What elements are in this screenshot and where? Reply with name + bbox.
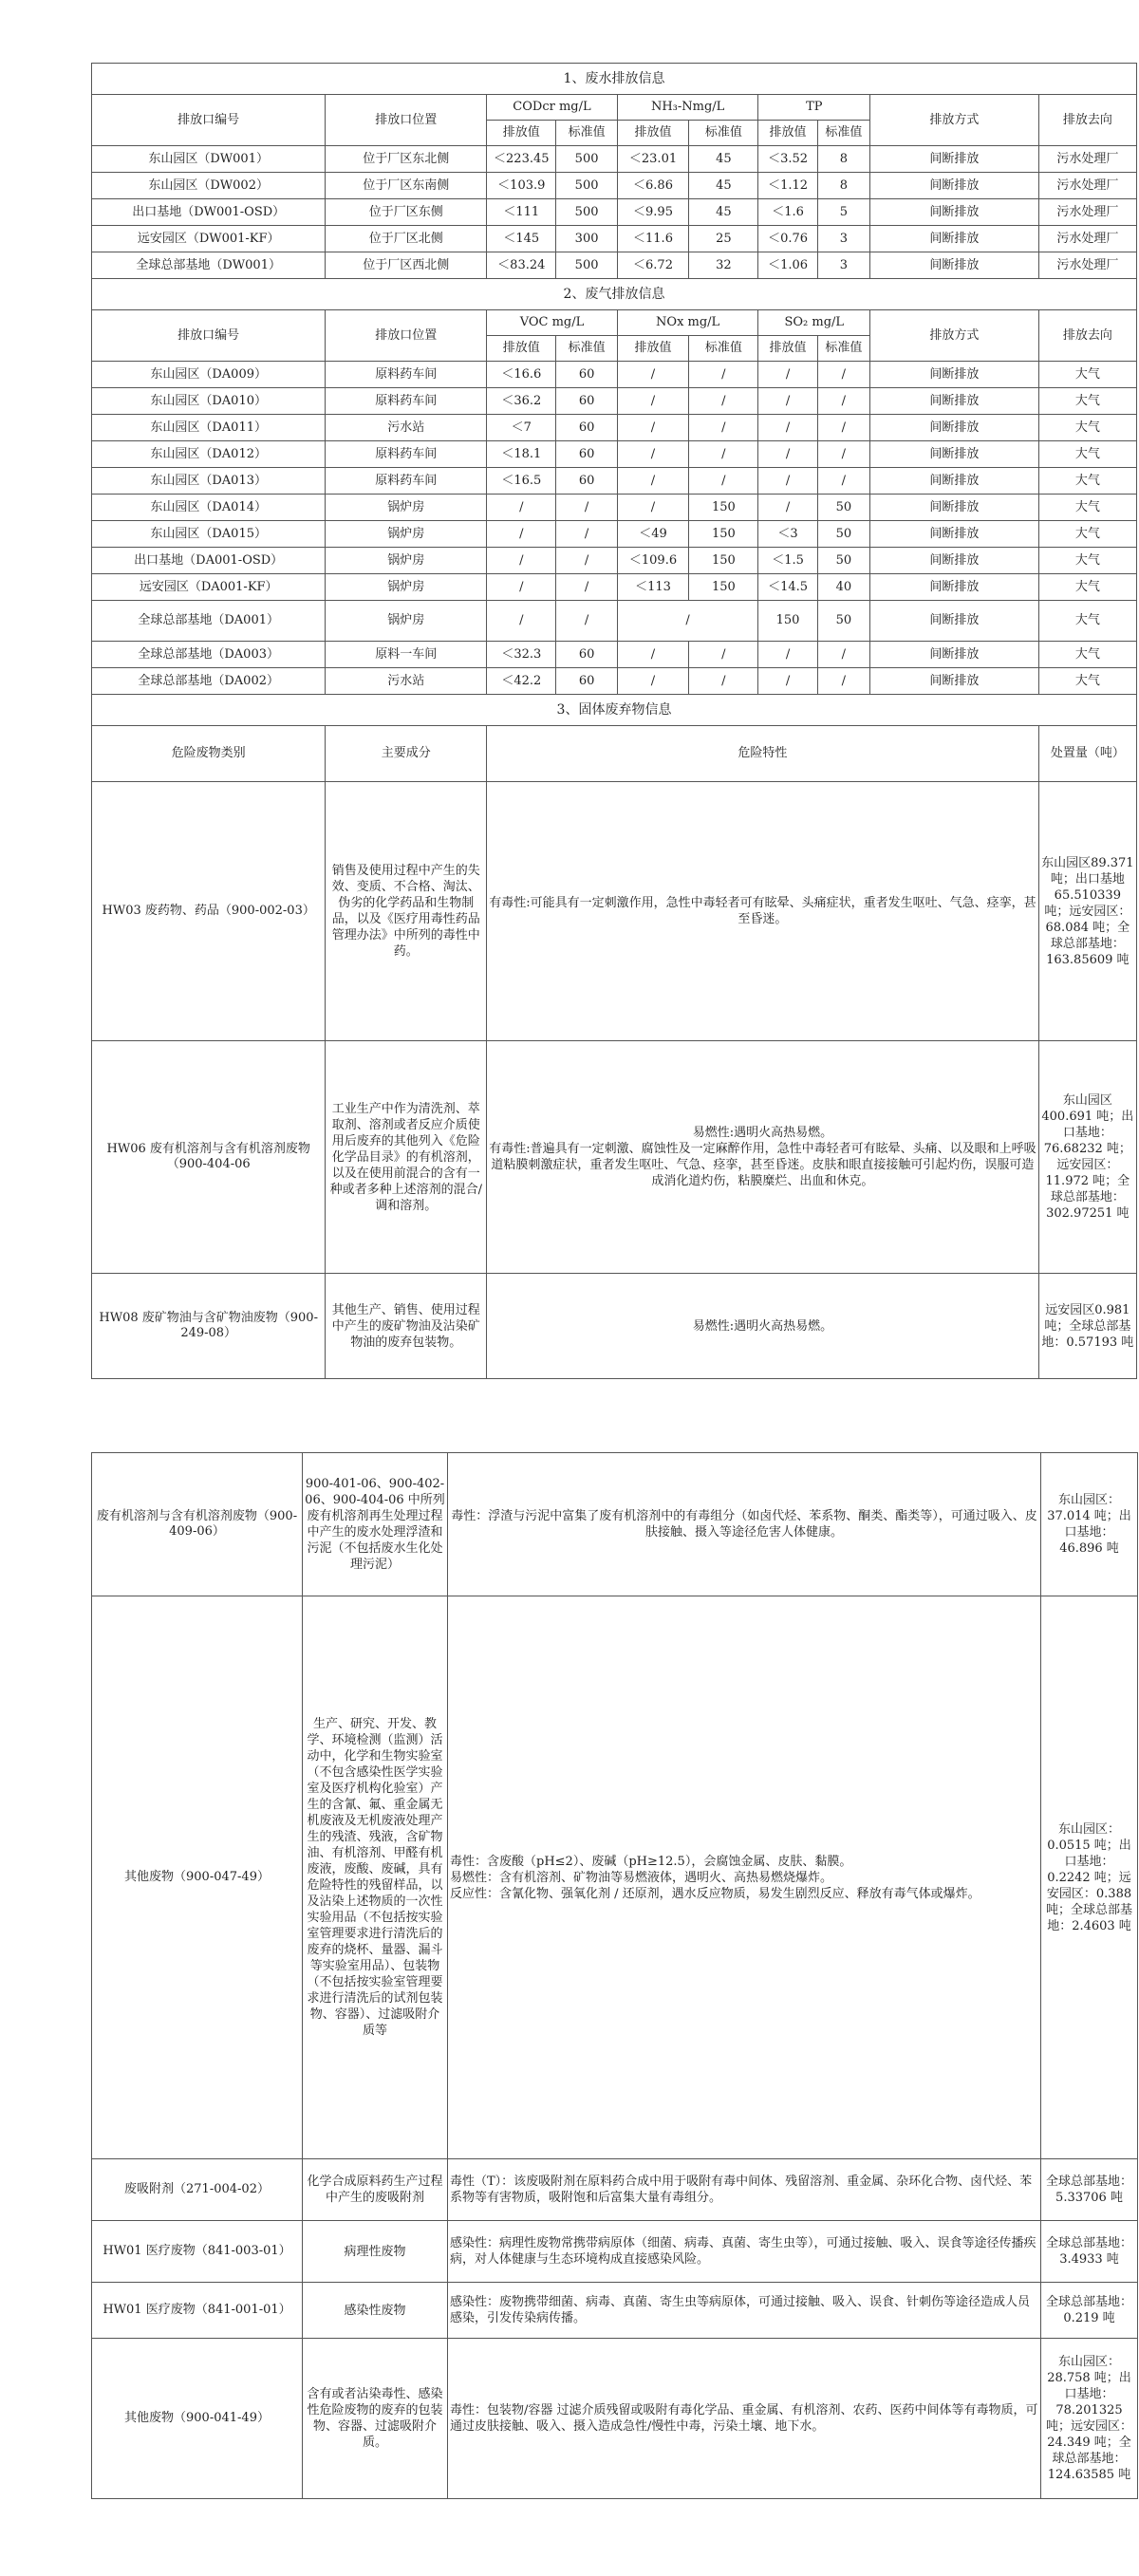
method: 间断排放	[870, 521, 1039, 548]
outlet-loc: 位于厂区东北侧	[326, 146, 487, 173]
tp-std: 3	[817, 252, 869, 279]
outlet-loc: 原料药车间	[326, 388, 487, 415]
so2-std: 50	[817, 601, 869, 642]
outlet-no: 全球总部基地（DA002）	[92, 668, 326, 695]
ww-subheader-std: 标准值	[689, 121, 758, 146]
voc-value: /	[487, 601, 556, 642]
so2-value: /	[758, 388, 817, 415]
solidwaste-section-title: 3、固体废弃物信息	[92, 695, 1137, 726]
so2-std: /	[817, 362, 869, 388]
table-row	[92, 252, 1137, 279]
outlet-no: 远安园区（DW001-KF）	[92, 226, 326, 252]
dest: 污水处理厂	[1038, 226, 1136, 252]
voc-value: ＜18.1	[487, 441, 556, 468]
wg-header-nox: NOx mg/L	[617, 310, 758, 336]
nox-value: /	[617, 642, 688, 668]
outlet-no: 出口基地（DW001-OSD）	[92, 199, 326, 226]
cod-std: 500	[556, 199, 617, 226]
outlet-loc: 位于厂区东侧	[326, 199, 487, 226]
nh3-std: 25	[689, 226, 758, 252]
voc-std: /	[556, 495, 617, 521]
outlet-no: 东山园区（DA015）	[92, 521, 326, 548]
wastewater-section-title: 1、废水排放信息	[92, 64, 1137, 95]
voc-value: ＜7	[487, 415, 556, 441]
ww-subheader-emit: 排放值	[487, 121, 556, 146]
outlet-loc: 位于厂区北侧	[326, 226, 487, 252]
nox-value: /	[617, 495, 688, 521]
outlet-no: 东山园区（DW002）	[92, 173, 326, 199]
nox-std: 150	[689, 495, 758, 521]
dest: 大气	[1038, 415, 1136, 441]
sw-header-property: 危险特性	[487, 726, 1038, 782]
nox-std: /	[689, 441, 758, 468]
voc-value: ＜32.3	[487, 642, 556, 668]
voc-std: /	[556, 574, 617, 601]
wg-header-so2: SO₂ mg/L	[758, 310, 870, 336]
table-row	[92, 226, 1137, 252]
nox-std: /	[689, 642, 758, 668]
method: 间断排放	[870, 362, 1039, 388]
waste-quantity: 东山园区89.371 吨；出口基地65.510339 吨；远安园区：68.084 吨；全球总部基地：163.85609 吨	[1038, 782, 1136, 1041]
sw-header-quantity: 处置量（吨）	[1038, 726, 1136, 782]
so2-value: /	[758, 415, 817, 441]
ww-header-dest: 排放去向	[1038, 95, 1136, 146]
method: 间断排放	[870, 226, 1039, 252]
voc-value: /	[487, 548, 556, 574]
wg-subheader-emit: 排放值	[617, 336, 688, 362]
method: 间断排放	[870, 495, 1039, 521]
table-row	[92, 1274, 1137, 1379]
outlet-loc: 锅炉房	[326, 495, 487, 521]
nox-std: 150	[758, 601, 817, 642]
wg-subheader-std: 标准值	[817, 336, 869, 362]
outlet-no: 全球总部基地（DW001）	[92, 252, 326, 279]
nh3-value: ＜11.6	[617, 226, 688, 252]
cod-value: ＜145	[487, 226, 556, 252]
table-row	[92, 548, 1137, 574]
so2-std: /	[817, 441, 869, 468]
table-row	[92, 415, 1137, 441]
waste-category: HW03 废药物、药品（900-002-03）	[92, 782, 326, 1041]
method: 间断排放	[870, 668, 1039, 695]
so2-std: 40	[817, 574, 869, 601]
page-gap	[0, 1433, 1139, 1450]
ww-subheader-emit: 排放值	[758, 121, 817, 146]
nox-std: /	[689, 415, 758, 441]
table-row	[92, 199, 1137, 226]
table-row	[92, 146, 1137, 173]
method: 间断排放	[870, 252, 1039, 279]
so2-value: /	[758, 441, 817, 468]
ww-subheader-emit: 排放值	[617, 121, 688, 146]
nox-std: /	[689, 668, 758, 695]
outlet-loc: 位于厂区东南侧	[326, 173, 487, 199]
solid-waste-table-page-2	[91, 1452, 1138, 2499]
so2-value: ＜14.5	[758, 574, 817, 601]
outlet-no: 全球总部基地（DA001）	[92, 601, 326, 642]
waste-category: HW01 医疗废物（841-003-01）	[92, 2221, 303, 2283]
waste-composition: 900-401-06、900-402-06、900-404-06 中所列废有机溶剂再生处理过程中产生的废水处理浮渣和污泥（不包括废水生化处理污泥）	[303, 1453, 448, 1596]
voc-value: /	[487, 495, 556, 521]
nox-value: ＜49	[617, 521, 688, 548]
ww-header-tp: TP	[758, 95, 870, 121]
wastegas-section-title: 2、废气排放信息	[92, 279, 1137, 310]
waste-category: 其他废物（900-047-49）	[92, 1596, 303, 2159]
outlet-loc: 原料药车间	[326, 441, 487, 468]
waste-property: 感染性：病理性废物常携带病原体（细菌、病毒、真菌、寄生虫等），可通过接触、吸入、误食等途径传播疾病，对人体健康与生态环境构成直接感染风险。	[448, 2221, 1041, 2283]
outlet-no: 远安园区（DA001-KF）	[92, 574, 326, 601]
waste-quantity: 全球总部基地：5.33706 吨	[1041, 2159, 1138, 2221]
table-row	[92, 1596, 1138, 2159]
outlet-no: 东山园区（DA011）	[92, 415, 326, 441]
ww-header-method: 排放方式	[870, 95, 1039, 146]
dest: 大气	[1038, 495, 1136, 521]
table-row	[92, 2283, 1138, 2339]
so2-std: 50	[817, 495, 869, 521]
waste-quantity: 东山园区：0.0515 吨；出口基地：0.2242 吨；远安园区：0.388 吨；全球总部基地：2.4603 吨	[1041, 1596, 1138, 2159]
table-row	[92, 642, 1137, 668]
so2-std: /	[817, 668, 869, 695]
outlet-loc: 污水站	[326, 415, 487, 441]
wg-subheader-emit: 排放值	[487, 336, 556, 362]
table-row	[92, 2221, 1138, 2283]
nox-std: /	[689, 388, 758, 415]
nox-value: /	[617, 388, 688, 415]
ww-subheader-std: 标准值	[556, 121, 617, 146]
ww-subheader-std: 标准值	[817, 121, 869, 146]
cod-value: ＜83.24	[487, 252, 556, 279]
so2-value: /	[758, 495, 817, 521]
so2-value: /	[758, 362, 817, 388]
nh3-std: 45	[689, 173, 758, 199]
method: 间断排放	[870, 199, 1039, 226]
so2-std: /	[817, 388, 869, 415]
so2-std: 50	[817, 521, 869, 548]
nh3-value: ＜6.72	[617, 252, 688, 279]
cod-std: 500	[556, 252, 617, 279]
method: 间断排放	[870, 388, 1039, 415]
nox-value: /	[617, 415, 688, 441]
nox-value: /	[617, 468, 688, 495]
nox-std: /	[689, 362, 758, 388]
outlet-no: 东山园区（DA014）	[92, 495, 326, 521]
voc-std: /	[556, 548, 617, 574]
dest: 大气	[1038, 642, 1136, 668]
ww-header-cod: CODcr mg/L	[487, 95, 618, 121]
ww-header-outlet-loc: 排放口位置	[326, 95, 487, 146]
waste-property: 易燃性:遇明火高热易燃。 有毒性:普遍具有一定刺激、腐蚀性及一定麻醉作用，急性中毒轻者可有眩晕、头痛、以及眼和上呼吸道粘膜刺激症状，重者发生呕吐、气急、痉挛，甚至昏迷。皮肤和眼直接接触可引起灼伤，误服可造成消化道灼伤，粘膜糜烂、出血和休克。	[487, 1041, 1038, 1274]
table-row	[92, 441, 1137, 468]
so2-value: /	[758, 668, 817, 695]
outlet-loc: 锅炉房	[326, 574, 487, 601]
method: 间断排放	[870, 548, 1039, 574]
outlet-no: 东山园区（DA010）	[92, 388, 326, 415]
voc-std: 60	[556, 415, 617, 441]
dest: 大气	[1038, 468, 1136, 495]
table-row	[92, 362, 1137, 388]
sw-header-composition: 主要成分	[326, 726, 487, 782]
wg-header-dest: 排放去向	[1038, 310, 1136, 362]
dest: 大气	[1038, 668, 1136, 695]
tp-value: ＜1.12	[758, 173, 817, 199]
nh3-std: 45	[689, 146, 758, 173]
outlet-loc: 原料一车间	[326, 642, 487, 668]
nox-std: 150	[689, 574, 758, 601]
table-row	[92, 782, 1137, 1041]
table-row	[92, 388, 1137, 415]
method: 间断排放	[870, 642, 1039, 668]
tp-std: 3	[817, 226, 869, 252]
waste-property: 毒性（T）：该废吸附剂在原料药合成中用于吸附有毒中间体、残留溶剂、重金属、杂环化合物、卤代烃、苯系物等有害物质，吸附饱和后富集大量有毒组分。	[448, 2159, 1041, 2221]
outlet-loc: 锅炉房	[326, 521, 487, 548]
dest: 污水处理厂	[1038, 252, 1136, 279]
waste-property: 毒性：包装物/容器 过滤介质残留或吸附有毒化学品、重金属、有机溶剂、农药、医药中间体等有毒物质，可通过皮肤接触、吸入、摄入造成急性/慢性中毒，污染土壤、地下水。	[448, 2339, 1041, 2499]
table-row	[92, 601, 1137, 642]
waste-composition: 化学合成原料药生产过程中产生的废吸附剂	[303, 2159, 448, 2221]
table-row	[92, 1453, 1138, 1596]
so2-value: /	[758, 642, 817, 668]
nox-std: 150	[689, 521, 758, 548]
nh3-value: ＜9.95	[617, 199, 688, 226]
waste-composition: 其他生产、销售、使用过程中产生的废矿物油及沾染矿物油的废弃包装物。	[326, 1274, 487, 1379]
nh3-std: 32	[689, 252, 758, 279]
waste-composition: 含有或者沾染毒性、感染性危险废物的废弃的包装物、容器、过滤吸附介质。	[303, 2339, 448, 2499]
outlet-no: 出口基地（DA001-OSD）	[92, 548, 326, 574]
cod-std: 500	[556, 146, 617, 173]
table-row	[92, 1041, 1137, 1274]
tp-std: 8	[817, 173, 869, 199]
nox-value: /	[617, 668, 688, 695]
voc-std: 60	[556, 468, 617, 495]
voc-std: 60	[556, 362, 617, 388]
outlet-no: 东山园区（DA009）	[92, 362, 326, 388]
waste-quantity: 东山园区：37.014 吨；出口基地：46.896 吨	[1041, 1453, 1138, 1596]
voc-value: ＜36.2	[487, 388, 556, 415]
voc-std: 60	[556, 668, 617, 695]
method: 间断排放	[870, 415, 1039, 441]
method: 间断排放	[870, 441, 1039, 468]
voc-value: ＜16.6	[487, 362, 556, 388]
outlet-no: 东山园区（DW001）	[92, 146, 326, 173]
table-row	[92, 468, 1137, 495]
table-row	[92, 574, 1137, 601]
waste-category: HW01 医疗废物（841-001-01）	[92, 2283, 303, 2339]
wg-subheader-emit: 排放值	[758, 336, 817, 362]
cod-value: ＜111	[487, 199, 556, 226]
nox-value: ＜113	[617, 574, 688, 601]
tp-std: 8	[817, 146, 869, 173]
dest: 大气	[1038, 548, 1136, 574]
dest: 大气	[1038, 601, 1136, 642]
table-row	[92, 521, 1137, 548]
outlet-loc: 锅炉房	[326, 601, 487, 642]
cod-std: 500	[556, 173, 617, 199]
voc-value: /	[487, 574, 556, 601]
dest: 污水处理厂	[1038, 199, 1136, 226]
voc-std: /	[556, 521, 617, 548]
voc-std: /	[556, 601, 617, 642]
nox-std: 150	[689, 548, 758, 574]
voc-value: ＜16.5	[487, 468, 556, 495]
waste-category: 废有机溶剂与含有机溶剂废物（900-409-06）	[92, 1453, 303, 1596]
waste-quantity: 远安园区0.981 吨；全球总部基地：0.57193 吨	[1038, 1274, 1136, 1379]
tp-value: ＜3.52	[758, 146, 817, 173]
waste-composition: 感染性废物	[303, 2283, 448, 2339]
so2-value: ＜1.5	[758, 548, 817, 574]
waste-property: 毒性：含废酸（pH≤2）、废碱（pH≥12.5），会腐蚀金属、皮肤、黏膜。 易燃性：含有机溶剂、矿物油等易燃液体，遇明火、高热易燃烧爆炸。 反应性：含氰化物、强氧化剂 / 还原剂，遇水反应物质，易发生剧烈反应、释放有毒气体或爆炸。	[448, 1596, 1041, 2159]
cod-std: 300	[556, 226, 617, 252]
waste-category: 其他废物（900-041-49）	[92, 2339, 303, 2499]
nh3-value: ＜6.86	[617, 173, 688, 199]
wg-subheader-std: 标准值	[556, 336, 617, 362]
wg-header-method: 排放方式	[870, 310, 1039, 362]
waste-composition: 生产、研究、开发、教学、环境检测（监测）活动中，化学和生物实验室（不包含感染性医学实验室及医疗机构化验室）产生的含氰、氟、重金属无机废液及无机废液处理产生的残渣、残液，含矿物油、有机溶剂、甲醛有机废液，废酸、废碱，具有危险特性的残留样品，以及沾染上述物质的一次性实验用品（不包括按实验室管理要求进行清洗后的废弃的烧杯、量器、漏斗等实验室用品）、包装物（不包括按实验室管理要求进行清洗后的试剂包装物、容器）、过滤吸附介质等	[303, 1596, 448, 2159]
waste-quantity: 全球总部基地：0.219 吨	[1041, 2283, 1138, 2339]
wg-header-voc: VOC mg/L	[487, 310, 618, 336]
dest: 大气	[1038, 362, 1136, 388]
waste-composition: 病理性废物	[303, 2221, 448, 2283]
sw-header-category: 危险废物类别	[92, 726, 326, 782]
so2-std: /	[817, 468, 869, 495]
nh3-std: 45	[689, 199, 758, 226]
wg-subheader-std: 标准值	[689, 336, 758, 362]
ww-header-outlet-no: 排放口编号	[92, 95, 326, 146]
voc-std: 60	[556, 388, 617, 415]
method: 间断排放	[870, 601, 1039, 642]
nox-std: /	[689, 468, 758, 495]
dest: 大气	[1038, 441, 1136, 468]
nh3-value: ＜23.01	[617, 146, 688, 173]
waste-category: HW06 废有机溶剂与含有机溶剂废物（900-404-06	[92, 1041, 326, 1274]
outlet-loc: 位于厂区西北侧	[326, 252, 487, 279]
outlet-no: 东山园区（DA013）	[92, 468, 326, 495]
dest: 污水处理厂	[1038, 173, 1136, 199]
waste-category: HW08 废矿物油与含矿物油废物（900-249-08）	[92, 1274, 326, 1379]
dest: 污水处理厂	[1038, 146, 1136, 173]
voc-value: /	[487, 521, 556, 548]
tp-value: ＜0.76	[758, 226, 817, 252]
waste-composition: 工业生产中作为清洗剂、萃取剂、溶剂或者反应介质使用后废弃的其他列入《危险化学品目录》的有机溶剂，以及在使用前混合的含有一种或者多种上述溶剂的混合/调和溶剂。	[326, 1041, 487, 1274]
nox-value: /	[617, 362, 688, 388]
wg-header-outlet-loc: 排放口位置	[326, 310, 487, 362]
waste-property: 有毒性:可能具有一定刺激作用，急性中毒轻者可有眩晕、头痛症状，重者发生呕吐、气急、痉挛，甚至昏迷。	[487, 782, 1038, 1041]
waste-composition: 销售及使用过程中产生的失效、变质、不合格、淘汰、伪劣的化学药品和生物制品，以及《医疗用毒性药品管理办法》中所列的毒性中药。	[326, 782, 487, 1041]
so2-value: ＜3	[758, 521, 817, 548]
table-row	[92, 495, 1137, 521]
tp-std: 5	[817, 199, 869, 226]
waste-quantity: 东山园区：28.758 吨；出口基地：78.201325 吨；远安园区：24.349 吨；全球总部基地：124.63585 吨	[1041, 2339, 1138, 2499]
wg-header-outlet-no: 排放口编号	[92, 310, 326, 362]
emissions-table-page-1	[91, 63, 1137, 1379]
tp-value: ＜1.6	[758, 199, 817, 226]
method: 间断排放	[870, 468, 1039, 495]
outlet-no: 全球总部基地（DA003）	[92, 642, 326, 668]
waste-property: 易燃性:遇明火高热易燃。	[487, 1274, 1038, 1379]
table-row	[92, 173, 1137, 199]
ww-header-nh3: NH₃-Nmg/L	[617, 95, 758, 121]
table-row	[92, 668, 1137, 695]
voc-std: 60	[556, 642, 617, 668]
nox-value: /	[617, 441, 688, 468]
cod-value: ＜223.45	[487, 146, 556, 173]
table-row	[92, 2159, 1138, 2221]
waste-quantity: 东山园区400.691 吨；出口基地：76.68232 吨；远安园区：11.972 吨；全球总部基地：302.97251 吨	[1038, 1041, 1136, 1274]
tp-value: ＜1.06	[758, 252, 817, 279]
outlet-loc: 原料药车间	[326, 468, 487, 495]
dest: 大气	[1038, 521, 1136, 548]
voc-std: 60	[556, 441, 617, 468]
outlet-loc: 锅炉房	[326, 548, 487, 574]
so2-std: /	[817, 415, 869, 441]
nox-value: ＜109.6	[617, 548, 688, 574]
method: 间断排放	[870, 146, 1039, 173]
so2-std: /	[817, 642, 869, 668]
nox-value: /	[617, 601, 758, 642]
method: 间断排放	[870, 574, 1039, 601]
waste-property: 感染性：废物携带细菌、病毒、真菌、寄生虫等病原体，可通过接触、吸入、误食、针刺伤等途径造成人员感染，引发传染病传播。	[448, 2283, 1041, 2339]
so2-std: 50	[817, 548, 869, 574]
cod-value: ＜103.9	[487, 173, 556, 199]
waste-property: 毒性：浮渣与污泥中富集了废有机溶剂中的有毒组分（如卤代烃、苯系物、酮类、酯类等），可通过吸入、皮肤接触、摄入等途径危害人体健康。	[448, 1453, 1041, 1596]
table-row	[92, 2339, 1138, 2499]
dest: 大气	[1038, 388, 1136, 415]
so2-value: /	[758, 468, 817, 495]
outlet-no: 东山园区（DA012）	[92, 441, 326, 468]
dest: 大气	[1038, 574, 1136, 601]
waste-quantity: 全球总部基地：3.4933 吨	[1041, 2221, 1138, 2283]
outlet-loc: 原料药车间	[326, 362, 487, 388]
waste-category: 废吸附剂（271-004-02）	[92, 2159, 303, 2221]
method: 间断排放	[870, 173, 1039, 199]
voc-value: ＜42.2	[487, 668, 556, 695]
outlet-loc: 污水站	[326, 668, 487, 695]
